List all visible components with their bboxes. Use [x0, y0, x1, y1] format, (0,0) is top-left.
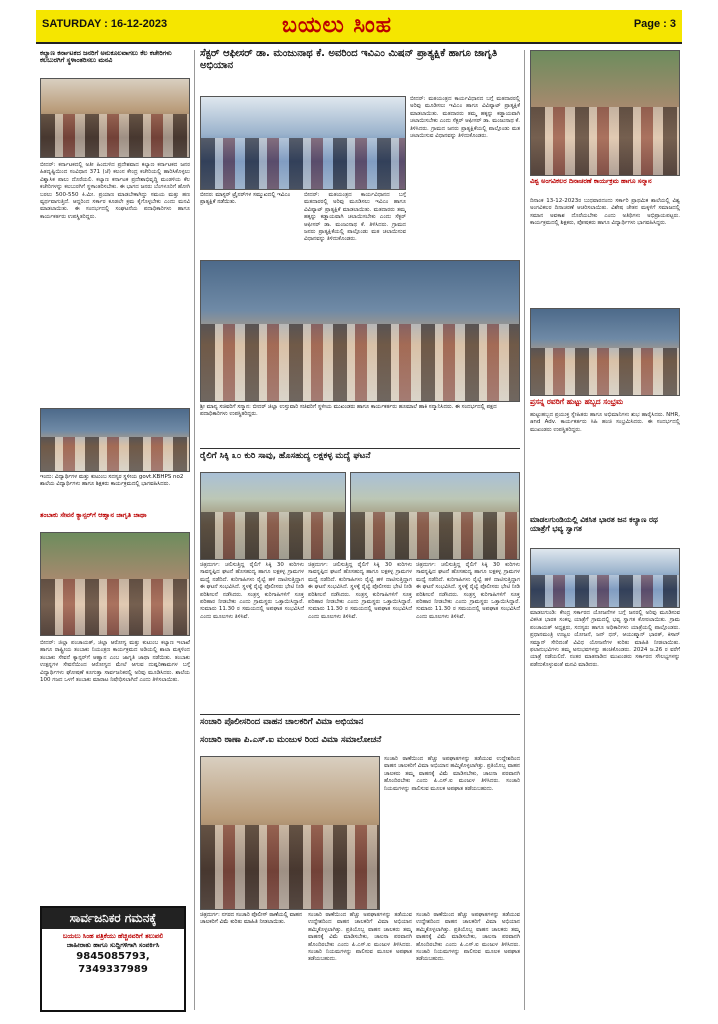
rail-body-col-1: ಚಿತ್ರದುರ್ಗ: ಚಲಿಸುತ್ತಿದ್ದ ರೈಲಿಗೆ ಸಿಕ್ಕಿ 30 ಕುರಿಗಳು ಸಾವನ್ನಪ್ಪಿದ ಘಟನೆ ಹೊಸಹುದ್ಯ ಹಾಗೂ ಲಕ್ಷಕಳ್ಳ ಗ್ರಾಮಗಳ ಮಧ್ಯೆ ನಡೆದಿದೆ. ಕುರಿಗಾಹಿಗಳು ರೈಲ್ವೆ ಹಳಿ ದಾಟಿಸುತ್ತಿದ್ದಾಗ ಈ ಘಟನೆ ಸಂಭವಿಸಿದೆ. ಸ್ಥಳಕ್ಕೆ ರೈಲ್ವೆ ಪೊಲೀಸರು ಭೇಟಿ ನೀಡಿ ಪರಿಶೀಲನೆ ನಡೆಸಿದರು. ಸಂತ್ರಸ್ತ ಕುರಿಗಾಹಿಗಳಿಗೆ ಸೂಕ್ತ ಪರಿಹಾರ ನೀಡಬೇಕು ಎಂದು ಗ್ರಾಮಸ್ಥರು ಒತ್ತಾಯಿಸಿದ್ದಾರೆ. ಸುಮಾರು 11.30 ರ ಸಮಯದಲ್ಲಿ ಅಪಘಾತ ಸಂಭವಿಸಿದೆ ಎಂದು ಮೂಲಗಳು ತಿಳಿಸಿವೆ.	[200, 562, 304, 620]
transport-body-col-3: ಸಂಚಾರಿ ಠಾಣೆಯಿಂದ ಹೆಚ್ಚು ಅಪಘಾತಗಳನ್ನು ತಡೆಯುವ ಉದ್ದೇಶದಿಂದ ವಾಹನ ಚಾಲಕರಿಗೆ ವಿಮಾ ಅಭಿಯಾನ ಹಮ್ಮಿಕೊಳ್ಳಲಾಗಿತ್ತು. ಪ್ರತಿಯೊಬ್ಬ ವಾಹನ ಚಾಲಕರು ತಮ್ಮ ವಾಹನಕ್ಕೆ ವಿಮೆ ಮಾಡಿಸಬೇಕು, ಚಾಲನಾ ಪರವಾನಗಿ ಹೊಂದಿರಬೇಕು ಎಂದು ಪಿ.ಎಸ್.ಐ ಮಂಜುಳ ತಿಳಿಸಿದರು. ಸಂಚಾರಿ ನಿಯಮಗಳನ್ನು ಪಾಲಿಸುವ ಮೂಲಕ ಅಪಘಾತ ತಡೆಯಬಹುದು.	[416, 912, 520, 963]
evm-body-right: ಬೀದರ್: ಮತಯಂತ್ರದ ಕಾರ್ಯವಿಧಾನದ ಬಗ್ಗೆ ಮತದಾರರಲ್ಲಿ ಅರಿವು ಮೂಡಿಸಲು ಇವಿಎಂ ಹಾಗೂ ವಿವಿಪ್ಯಾಟ್ ಪ್ರಾತ್ಯಕ್ಷಿಕೆ ಮಾಡಲಾಯಿತು. ಮತದಾರರು ತಮ್ಮ ಹಕ್ಕನ್ನು ಕಡ್ಡಾಯವಾಗಿ ಚಲಾಯಿಸಬೇಕು ಎಂದು ಸೆಕ್ಟರ್ ಆಫೀಸರ್ ಡಾ. ಮಂಜುನಾಥ ಕೆ. ತಿಳಿಸಿದರು. ಗ್ರಾಮದ ಜನರು ಪ್ರಾತ್ಯಕ್ಷಿಕೆಯಲ್ಲಿ ಪಾಲ್ಗೊಂಡು ಮತ ಚಲಾಯಿಸುವ ವಿಧಾನವನ್ನು ತಿಳಿದುಕೊಂಡರು.	[410, 96, 520, 140]
notice-body	[42, 929, 184, 979]
rail-photo-1	[200, 472, 346, 560]
transport-photo	[200, 756, 380, 910]
evm-caption: ಬೀದರ: ಮಾಸ್ಟರ್ ಟ್ರೈನರ್‌ಗಳ ಸಮ್ಮುಖದಲ್ಲಿ ಇವಿಎಂ ಪ್ರಾತ್ಯಕ್ಷಿಕೆ ನಡೆಯಿತು.	[200, 192, 291, 205]
transport-headline-1: ಸಂಚಾರಿ ಪೊಲೀಸರಿಂದ ವಾಹನ ಚಾಲಕರಿಗೆ ವಿಮಾ ಅಭಿಯಾನ	[200, 718, 364, 727]
page-number: Page : 3	[633, 18, 676, 30]
section-rule-2	[200, 714, 520, 715]
transport-headline-2: ಸಂಚಾರಿ ಠಾಣಾ ಪಿ.ಎಸ್.ಐ ಮಂಜುಳ ರಿಂದ ವಿಮಾ ಸಮಾಲೋಚನೆ	[200, 736, 382, 745]
rail-body-col-2: ಚಿತ್ರದುರ್ಗ: ಚಲಿಸುತ್ತಿದ್ದ ರೈಲಿಗೆ ಸಿಕ್ಕಿ 30 ಕುರಿಗಳು ಸಾವನ್ನಪ್ಪಿದ ಘಟನೆ ಹೊಸಹುದ್ಯ ಹಾಗೂ ಲಕ್ಷಕಳ್ಳ ಗ್ರಾಮಗಳ ಮಧ್ಯೆ ನಡೆದಿದೆ. ಕುರಿಗಾಹಿಗಳು ರೈಲ್ವೆ ಹಳಿ ದಾಟಿಸುತ್ತಿದ್ದಾಗ ಈ ಘಟನೆ ಸಂಭವಿಸಿದೆ. ಸ್ಥಳಕ್ಕೆ ರೈಲ್ವೆ ಪೊಲೀಸರು ಭೇಟಿ ನೀಡಿ ಪರಿಶೀಲನೆ ನಡೆಸಿದರು. ಸಂತ್ರಸ್ತ ಕುರಿಗಾಹಿಗಳಿಗೆ ಸೂಕ್ತ ಪರಿಹಾರ ನೀಡಬೇಕು ಎಂದು ಗ್ರಾಮಸ್ಥರು ಒತ್ತಾಯಿಸಿದ್ದಾರೆ. ಸುಮಾರು 11.30 ರ ಸಮಯದಲ್ಲಿ ಅಪಘಾತ ಸಂಭವಿಸಿದೆ ಎಂದು ಮೂಲಗಳು ತಿಳಿಸಿವೆ.	[308, 562, 412, 620]
rail-photo-2	[350, 472, 520, 560]
right-body-2: ಹುಟ್ಟುಹಬ್ಬದ ಪ್ರಯುಕ್ತ ಸ್ನೇಹಿತರು ಹಾಗೂ ಅಭಿಮಾನಿಗಳು ಶುಭ ಹಾರೈಸಿದರು. NHR, and Adv. ಕಾರ್ಯಕರ್ತರು ಸಿಹಿ ಹಂಚಿ ಸಂಭ್ರಮಿಸಿದರು. ಈ ಸಂದರ್ಭದಲ್ಲಿ ಮುಖಂಡರು ಉಪಸ್ಥಿತರಿದ್ದರು.	[530, 412, 680, 433]
notice-title: ಸಾರ್ವಜನಿಕರ ಗಮನಕ್ಕೆ	[42, 908, 184, 929]
rail-headline: ರೈಲಿಗೆ ಸಿಕ್ಕಿ ೩೦ ಕುರಿ ಸಾವು, ಹೊಸಹುದ್ಯ ಲಕ್ಷಕಳ್ಳ ಮದ್ಯೆ ಘಟನೆ	[200, 452, 371, 461]
column-divider-2	[524, 50, 525, 1010]
top-headline: ಸೆಕ್ಟರ್ ಆಫೀಸರ್ ಡಾ. ಮಂಜುನಾಥ ಕೆ. ಅವರಿಂದ ಇವಿಎಂ ಮಿಷನ್ ಪ್ರಾತ್ಯಕ್ಷಿಕೆ ಹಾಗೂ ಜಾಗೃತಿ ಅಭಿಯಾನ	[200, 48, 498, 71]
transport-caption: ಚಿತ್ರದುರ್ಗ: ನಗರದ ಸಂಚಾರಿ ಪೊಲೀಸ್ ಠಾಣೆಯಲ್ಲಿ ವಾಹನ ಚಾಲಕರಿಗೆ ವಿಮೆ ಕುರಿತು ಮಾಹಿತಿ ನೀಡಲಾಯಿತು.	[200, 912, 303, 925]
right-photo-2	[530, 308, 680, 396]
felicitation-photo	[200, 260, 520, 402]
left-photo-3	[40, 532, 190, 636]
right-body-1: ದಿನಾಂಕ 13-12-2023ರ ಬುಧವಾರದಂದು ಸರ್ಕಾರಿ ಪ್ರಾಥಮಿಕ ಶಾಲೆಯಲ್ಲಿ ವಿಶ್ವ ಅಂಗವಿಕಲರ ದಿನಾಚರಣೆ ಆಚರಿಸಲಾಯಿತು. ವಿಶೇಷ ಚೇತನ ಮಕ್ಕಳಿಗೆ ಸಮಾಜದಲ್ಲಿ ಸಮಾನ ಅವಕಾಶ ದೊರೆಯಬೇಕು ಎಂದು ಅತಿಥಿಗಳು ಅಭಿಪ್ರಾಯಪಟ್ಟರು. ಕಾರ್ಯಕ್ರಮದಲ್ಲಿ ಶಿಕ್ಷಕರು, ಪೋಷಕರು ಹಾಗೂ ವಿದ್ಯಾರ್ಥಿಗಳು ಭಾಗವಹಿಸಿದ್ದರು.	[530, 198, 680, 227]
right-headline-1: ವಿಶ್ವ ಅಂಗವಿಕಲರ ದಿನಾಚರಣೆ ಕಾರ್ಯಕ್ರಮ ಹಾಗೂ ಸನ್ಮಾನ	[530, 178, 652, 185]
transport-body-col-2: ಸಂಚಾರಿ ಠಾಣೆಯಿಂದ ಹೆಚ್ಚು ಅಪಘಾತಗಳನ್ನು ತಡೆಯುವ ಉದ್ದೇಶದಿಂದ ವಾಹನ ಚಾಲಕರಿಗೆ ವಿಮಾ ಅಭಿಯಾನ ಹಮ್ಮಿಕೊಳ್ಳಲಾಗಿತ್ತು. ಪ್ರತಿಯೊಬ್ಬ ವಾಹನ ಚಾಲಕರು ತಮ್ಮ ವಾಹನಕ್ಕೆ ವಿಮೆ ಮಾಡಿಸಬೇಕು, ಚಾಲನಾ ಪರವಾನಗಿ ಹೊಂದಿರಬೇಕು ಎಂದು ಪಿ.ಎಸ್.ಐ ಮಂಜುಳ ತಿಳಿಸಿದರು. ಸಂಚಾರಿ ನಿಯಮಗಳನ್ನು ಪಾಲಿಸುವ ಮೂಲಕ ಅಪಘಾತ ತಡೆಯಬಹುದು.	[308, 912, 412, 963]
newspaper-title: ಬಯಲು ಸಿಂಹ	[282, 12, 393, 38]
left-photo-1	[40, 78, 190, 158]
column-divider-1	[194, 50, 195, 1010]
left-photo-2	[40, 408, 190, 472]
left-headline: ಕಲ್ಯಾಣ ಕರ್ನಾಟಕದ ಜನರಿಗೆ ಅನುಕೂಲವಾಗಲು ಕೆಲ ಕಚೇರಿಗಳು ಕಲಬುರಗಿಗೆ ಸ್ಥಳಾಂತರಿಸಲು ಮನವಿ	[40, 50, 172, 65]
right-body-3: ಮಾಡಲಗುಂಡಿ: ಕೇಂದ್ರ ಸರ್ಕಾರದ ಯೋಜನೆಗಳ ಬಗ್ಗೆ ಜನರಲ್ಲಿ ಅರಿವು ಮೂಡಿಸುವ ವಿಕಸಿತ ಭಾರತ ಸಂಕಲ್ಪ ಯಾತ್ರೆಗೆ ಗ್ರಾಮದಲ್ಲಿ ಭವ್ಯ ಸ್ವಾಗತ ಕೋರಲಾಯಿತು. ಗ್ರಾಮ ಪಂಚಾಯತ್ ಅಧ್ಯಕ್ಷರು, ಸದಸ್ಯರು ಹಾಗೂ ಅಧಿಕಾರಿಗಳು ಯಾತ್ರೆಯಲ್ಲಿ ಪಾಲ್ಗೊಂಡರು. ಪ್ರಧಾನಮಂತ್ರಿ ಉಜ್ವಲ ಯೋಜನೆ, ಜನ್ ಧನ್, ಆಯುಷ್ಮಾನ್ ಭಾರತ್, ಕಿಸಾನ್ ಸಮ್ಮಾನ್ ಸೇರಿದಂತೆ ವಿವಿಧ ಯೋಜನೆಗಳ ಕುರಿತು ಮಾಹಿತಿ ನೀಡಲಾಯಿತು. ಫಲಾನುಭವಿಗಳು ತಮ್ಮ ಅನುಭವಗಳನ್ನು ಹಂಚಿಕೊಂಡರು. 2024 ಜ.26 ರ ವರೆಗೆ ಯಾತ್ರೆ ನಡೆಯಲಿದೆ. ನಂತರ ಮಾತನಾಡಿದ ಮುಖಂಡರು ಸರ್ಕಾರದ ಸೌಲಭ್ಯಗಳನ್ನು ಪಡೆದುಕೊಳ್ಳುವಂತೆ ಮನವಿ ಮಾಡಿದರು.	[530, 610, 680, 668]
left-headline-2: ತಂಬಾಕು ಸೇವನೆ ಕ್ಯಾನ್ಸರ್‌ಗೆ ಆಹ್ವಾನ ಜಾಗೃತಿ ಜಾಥಾ	[40, 512, 147, 519]
left-caption-2: ಇಂದು: ವಿದ್ಯಾರ್ಥಿಗಳ ಮತ್ತು ಕುಟುಂಬ ಸದಸ್ಯರ ಸ್ಥಳೀಯ govt.KBHPS no2 ಶಾಲೆಯ ವಿದ್ಯಾರ್ಥಿಗಳು ಹಾಗೂ ಶಿಕ್ಷಕರು ಕಾರ್ಯಕ್ರಮದಲ್ಲಿ ಭಾಗವಹಿಸಿದರು.	[40, 474, 184, 487]
notice-line-2: ಜಾಹೀರಾತು ಹಾಗೂ ಸುದ್ದಿಗಳಿಗಾಗಿ ಸಂಪರ್ಕಿಸಿ	[66, 941, 160, 949]
right-headline-3: ಮಾಡಲಗುಂಡಿಯಲ್ಲಿ ವಿಕಸಿತ ಭಾರತ ಜನ ಕಲ್ಯಾಣ ರಥ ಯಾತ್ರೆಗೆ ಭವ್ಯ ಸ್ವಾಗತ	[530, 516, 658, 533]
transport-body-right: ಸಂಚಾರಿ ಠಾಣೆಯಿಂದ ಹೆಚ್ಚು ಅಪಘಾತಗಳನ್ನು ತಡೆಯುವ ಉದ್ದೇಶದಿಂದ ವಾಹನ ಚಾಲಕರಿಗೆ ವಿಮಾ ಅಭಿಯಾನ ಹಮ್ಮಿಕೊಳ್ಳಲಾಗಿತ್ತು. ಪ್ರತಿಯೊಬ್ಬ ವಾಹನ ಚಾಲಕರು ತಮ್ಮ ವಾಹನಕ್ಕೆ ವಿಮೆ ಮಾಡಿಸಬೇಕು, ಚಾಲನಾ ಪರವಾನಗಿ ಹೊಂದಿರಬೇಕು ಎಂದು ಪಿ.ಎಸ್.ಐ ಮಂಜುಳ ತಿಳಿಸಿದರು. ಸಂಚಾರಿ ನಿಯಮಗಳನ್ನು ಪಾಲಿಸುವ ಮೂಲಕ ಅಪಘಾತ ತಡೆಯಬಹುದು.	[384, 756, 520, 792]
evm-photo	[200, 96, 406, 190]
section-rule-1	[200, 448, 520, 449]
right-headline-2: ಪ್ರಸನ್ನ ರವರಿಗೆ ಹುಟ್ಟು ಹಬ್ಬದ ಸಂಭ್ರಮ	[530, 398, 624, 406]
right-photo-3	[530, 548, 680, 608]
right-photo-1	[530, 50, 680, 176]
rail-body-col-3: ಚಿತ್ರದುರ್ಗ: ಚಲಿಸುತ್ತಿದ್ದ ರೈಲಿಗೆ ಸಿಕ್ಕಿ 30 ಕುರಿಗಳು ಸಾವನ್ನಪ್ಪಿದ ಘಟನೆ ಹೊಸಹುದ್ಯ ಹಾಗೂ ಲಕ್ಷಕಳ್ಳ ಗ್ರಾಮಗಳ ಮಧ್ಯೆ ನಡೆದಿದೆ. ಕುರಿಗಾಹಿಗಳು ರೈಲ್ವೆ ಹಳಿ ದಾಟಿಸುತ್ತಿದ್ದಾಗ ಈ ಘಟನೆ ಸಂಭವಿಸಿದೆ. ಸ್ಥಳಕ್ಕೆ ರೈಲ್ವೆ ಪೊಲೀಸರು ಭೇಟಿ ನೀಡಿ ಪರಿಶೀಲನೆ ನಡೆಸಿದರು. ಸಂತ್ರಸ್ತ ಕುರಿಗಾಹಿಗಳಿಗೆ ಸೂಕ್ತ ಪರಿಹಾರ ನೀಡಬೇಕು ಎಂದು ಗ್ರಾಮಸ್ಥರು ಒತ್ತಾಯಿಸಿದ್ದಾರೆ. ಸುಮಾರು 11.30 ರ ಸಮಯದಲ್ಲಿ ಅಪಘಾತ ಸಂಭವಿಸಿದೆ ಎಂದು ಮೂಲಗಳು ತಿಳಿಸಿವೆ.	[416, 562, 520, 620]
left-article-body: ಬೀದರ್: ಕರ್ನಾಟಕದಲ್ಲಿ ಅತೀ ಹಿಂದುಳಿದ ಪ್ರದೇಶವಾದ ಕಲ್ಯಾಣ ಕರ್ನಾಟಕದ ಜನರ ಹಿತದೃಷ್ಟಿಯಿಂದ ಸಂವಿಧಾನ 371 (ಜೆ) ಕಲಂನ ಕೇಂದ್ರ ಕಚೇರಿಯಲ್ಲಿ ಹಾರಿಸಿಕೊಳ್ಳಲು ವಿಶ್ವಾಸಿಕ ಪಾಲು ದೊರೆಯಲಿ. ಕಲ್ಯಾಣ ಕರ್ನಾಟಕ ಪ್ರದೇಶಾಭಿವೃದ್ಧಿ ಮಂಡಳಿಯ ಕೆಲ ಕಚೇರಿಗಳನ್ನು ಕಲಬುರಗಿಗೆ ಸ್ಥಳಾಂತರಿಸಬೇಕು. ಈ ಭಾಗದ ಜನರು ಬೆಂಗಳೂರಿಗೆ ಹೋಗಿ ಬರಲು 500-550 ಕಿ.ಮೀ. ಪ್ರಯಾಣ ಮಾಡಬೇಕಾಗಿದ್ದು ಸಮಯ ಮತ್ತು ಹಣ ವ್ಯರ್ಥವಾಗುತ್ತಿದೆ. ಆದ್ದರಿಂದ ಸರ್ಕಾರ ಕೂಡಲೇ ಕ್ರಮ ಕೈಗೊಳ್ಳಬೇಕು ಎಂದು ಮನವಿ ಮಾಡಲಾಯಿತು. ಈ ಸಂದರ್ಭದಲ್ಲಿ ಸಂಘಟನೆಯ ಪದಾಧಿಕಾರಿಗಳು ಹಾಗೂ ಕಾರ್ಯಕರ್ತರು ಉಪಸ್ಥಿತರಿದ್ದರು.	[40, 162, 190, 220]
masthead	[36, 10, 682, 44]
public-notice-box	[40, 906, 186, 1012]
notice-phone: 9845085793, 7349337989	[76, 951, 150, 975]
felicitation-caption: ಶ್ರೀ ಮಾನ್ಯ ಸಚಿವರಿಗೆ ಸನ್ಮಾನ: ಬೀದರ್ ಜಿಲ್ಲಾ ಉಸ್ತುವಾರಿ ಸಚಿವರಿಗೆ ಸ್ಥಳೀಯ ಮುಖಂಡರು ಹಾಗೂ ಕಾರ್ಯಕರ್ತರು ಹೂಮಾಲೆ ಹಾಕಿ ಸನ್ಮಾನಿಸಿದರು. ಈ ಸಂದರ್ಭದಲ್ಲಿ ಪಕ್ಷದ ಪದಾಧಿಕಾರಿಗಳು ಉಪಸ್ಥಿತರಿದ್ದರು.	[200, 404, 497, 417]
newspaper-page	[36, 10, 682, 1014]
notice-line-1: ಬಯಲು ಸಿಂಹ ಪತ್ರಿಕೆಯು ಹೆಚ್ಚಿನವರಿಗೆ ತಲುಪಲಿ	[62, 932, 164, 940]
evm-body-left: ಬೀದರ್: ಮತಯಂತ್ರದ ಕಾರ್ಯವಿಧಾನದ ಬಗ್ಗೆ ಮತದಾರರಲ್ಲಿ ಅರಿವು ಮೂಡಿಸಲು ಇವಿಎಂ ಹಾಗೂ ವಿವಿಪ್ಯಾಟ್ ಪ್ರಾತ್ಯಕ್ಷಿಕೆ ಮಾಡಲಾಯಿತು. ಮತದಾರರು ತಮ್ಮ ಹಕ್ಕನ್ನು ಕಡ್ಡಾಯವಾಗಿ ಚಲಾಯಿಸಬೇಕು ಎಂದು ಸೆಕ್ಟರ್ ಆಫೀಸರ್ ಡಾ. ಮಂಜುನಾಥ ಕೆ. ತಿಳಿಸಿದರು. ಗ್ರಾಮದ ಜನರು ಪ್ರಾತ್ಯಕ್ಷಿಕೆಯಲ್ಲಿ ಪಾಲ್ಗೊಂಡು ಮತ ಚಲಾಯಿಸುವ ವಿಧಾನವನ್ನು ತಿಳಿದುಕೊಂಡರು.	[304, 192, 406, 243]
left-article-body-2: ಬೀದರ್: ಜಿಲ್ಲಾ ಪಂಚಾಯತ್, ಜಿಲ್ಲಾ ಆರೋಗ್ಯ ಮತ್ತು ಕುಟುಂಬ ಕಲ್ಯಾಣ ಇಲಾಖೆ ಹಾಗೂ ರಾಷ್ಟ್ರೀಯ ತಂಬಾಕು ನಿಯಂತ್ರಣ ಕಾರ್ಯಕ್ರಮದ ಅಡಿಯಲ್ಲಿ ಶಾಲಾ ಮಕ್ಕಳಿಂದ ತಂಬಾಕು ಸೇವನೆ ಕ್ಯಾನ್ಸರ್‌ಗೆ ಆಹ್ವಾನ ಎಂಬ ಜಾಗೃತಿ ಜಾಥಾ ನಡೆಯಿತು. ತಂಬಾಕು ಉತ್ಪನ್ನಗಳ ಸೇವನೆಯಿಂದ ಆರೋಗ್ಯದ ಮೇಲೆ ಆಗುವ ದುಷ್ಪರಿಣಾಮಗಳ ಬಗ್ಗೆ ವಿದ್ಯಾರ್ಥಿಗಳು ಘೋಷಣೆ ಕೂಗುತ್ತಾ ಸಾರ್ವಜನಿಕರಲ್ಲಿ ಅರಿವು ಮೂಡಿಸಿದರು. ಶಾಲೆಯ 100 ಗಜದ ಒಳಗೆ ತಂಬಾಕು ಮಾರಾಟ ನಿಷೇಧಿಸಲಾಗಿದೆ ಎಂದು ತಿಳಿಸಲಾಯಿತು.	[40, 640, 190, 684]
issue-date: SATURDAY : 16-12-2023	[42, 18, 168, 30]
